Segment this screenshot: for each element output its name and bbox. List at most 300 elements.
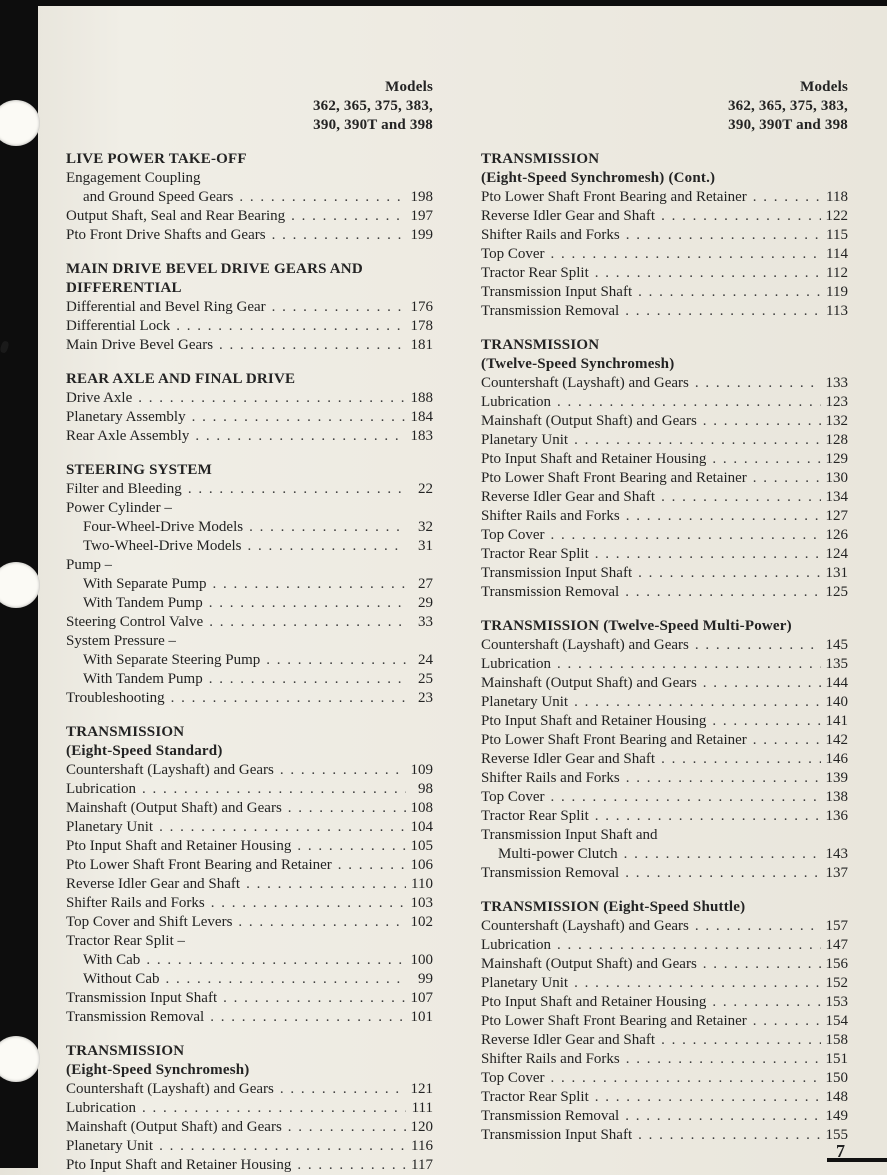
section-title (66, 260, 433, 298)
entry-page-number: 139 (825, 770, 848, 786)
section-title-line: MAIN DRIVE BEVEL DRIVE GEARS AND (66, 261, 363, 277)
toc-entry (66, 837, 433, 856)
toc-entry (66, 336, 433, 355)
entry-page-number: 137 (825, 865, 848, 881)
toc-entry (481, 788, 848, 807)
toc-entry (481, 374, 848, 393)
section-title (481, 617, 848, 636)
dot-leader (249, 518, 406, 537)
dot-leader (272, 226, 406, 245)
dot-leader (219, 336, 406, 355)
section-title-line: (Eight-Speed Synchromesh) (66, 1062, 250, 1078)
toc-entry (66, 480, 433, 499)
entry-label: Pto Input Shaft and Retainer Housing (481, 994, 707, 1010)
dot-leader (338, 856, 406, 875)
toc-entry (481, 1050, 848, 1069)
entry-label: Transmission Removal (481, 584, 620, 600)
dot-leader (661, 1031, 821, 1050)
entry-page-number: 178 (410, 318, 433, 334)
toc-entry (83, 670, 433, 689)
toc-entry (481, 1107, 848, 1126)
entry-label: Pto Input Shaft and Retainer Housing (66, 838, 292, 854)
entry-label: Without Cab (83, 971, 160, 987)
entry-label: Pto Lower Shaft Front Bearing and Retainer (481, 470, 747, 486)
entry-label: Pto Lower Shaft Front Bearing and Retainer (66, 857, 332, 873)
entry-label: Transmission Removal (481, 865, 620, 881)
entry-label: Four-Wheel-Drive Models (83, 519, 244, 535)
section-title (481, 150, 848, 188)
entry-label: With Separate Steering Pump (83, 652, 261, 668)
toc-entry (481, 283, 848, 302)
entry-label: System Pressure – (66, 633, 176, 649)
toc-entry (66, 894, 433, 913)
dot-leader (247, 537, 406, 556)
toc-entry (66, 499, 433, 518)
toc-entry (66, 317, 433, 336)
toc-entry (481, 1012, 848, 1031)
entry-page-number: 154 (825, 1013, 848, 1029)
entry-page-number: 122 (825, 208, 848, 224)
entry-page-number: 197 (410, 208, 433, 224)
toc-entry (66, 613, 433, 632)
toc-entry (83, 951, 433, 970)
entry-label: Tractor Rear Split (481, 1089, 589, 1105)
entry-label: Countershaft (Layshaft) and Gears (481, 918, 689, 934)
entry-page-number: 114 (826, 246, 848, 262)
dot-leader (574, 693, 821, 712)
toc-entry (83, 594, 433, 613)
dot-leader (753, 188, 821, 207)
entry-page-number: 148 (825, 1089, 848, 1105)
entry-page-number: 116 (411, 1138, 433, 1154)
entry-label: Planetary Unit (66, 819, 154, 835)
dot-leader (165, 970, 406, 989)
models-header-line: 390, 390T and 398 (313, 117, 433, 133)
toc-entry (66, 1099, 433, 1118)
toc-section (481, 336, 848, 602)
dot-leader (626, 226, 821, 245)
toc-entry (66, 632, 433, 651)
dot-leader (213, 575, 406, 594)
entry-page-number: 143 (825, 846, 848, 862)
toc-entry (481, 636, 848, 655)
entry-label: Transmission Input Shaft (481, 1127, 633, 1143)
entry-label: Countershaft (Layshaft) and Gears (66, 1081, 274, 1097)
toc-entry (481, 974, 848, 993)
toc-entry (498, 845, 848, 864)
entry-label: Differential and Bevel Ring Gear (66, 299, 266, 315)
entry-label: Drive Axle (66, 390, 133, 406)
entry-label: Transmission Removal (481, 303, 620, 319)
section-title (66, 461, 433, 480)
dot-leader (210, 1008, 406, 1027)
entry-label: Lubrication (481, 656, 551, 672)
toc-entry (66, 427, 433, 446)
section-title (66, 1042, 433, 1080)
dot-leader (280, 1080, 406, 1099)
entry-page-number: 126 (825, 527, 848, 543)
toc-entry (481, 302, 848, 321)
dot-leader (551, 788, 821, 807)
entry-label: Tractor Rear Split – (66, 933, 186, 949)
entry-page-number: 150 (825, 1070, 848, 1086)
entry-page-number: 103 (410, 895, 433, 911)
dot-leader (211, 894, 406, 913)
entry-page-number: 107 (410, 990, 433, 1006)
toc-entry (481, 1126, 848, 1145)
dot-leader (551, 526, 821, 545)
toc-entry (66, 1156, 433, 1175)
entry-page-number: 25 (418, 671, 433, 687)
entry-page-number: 128 (825, 432, 848, 448)
entry-page-number: 104 (410, 819, 433, 835)
dot-leader (142, 780, 406, 799)
dot-leader (638, 283, 821, 302)
entry-page-number: 100 (410, 952, 433, 968)
dot-leader (192, 408, 406, 427)
entry-page-number: 152 (825, 975, 848, 991)
entry-page-number: 22 (418, 481, 433, 497)
entry-label: Mainshaft (Output Shaft) and Gears (481, 413, 697, 429)
entry-page-number: 121 (410, 1081, 433, 1097)
toc-section (481, 150, 848, 321)
entry-label: Pto Lower Shaft Front Bearing and Retainer (481, 732, 747, 748)
dot-leader (272, 298, 406, 317)
dot-leader (297, 1156, 406, 1175)
entry-label: Engagement Coupling (66, 170, 201, 186)
entry-label: Tractor Rear Split (481, 808, 589, 824)
toc-entry (481, 864, 848, 883)
models-header-line: 362, 365, 375, 383, (312, 98, 433, 114)
dot-leader (291, 207, 406, 226)
entry-page-number: 109 (410, 762, 433, 778)
entry-page-number: 24 (418, 652, 433, 668)
toc-entry (66, 856, 433, 875)
entry-page-number: 108 (410, 800, 433, 816)
dot-leader (661, 207, 821, 226)
dot-leader (551, 245, 821, 264)
entry-label: Pto Input Shaft and Retainer Housing (481, 451, 707, 467)
toc-entry (66, 207, 433, 226)
toc-entry (83, 188, 433, 207)
dot-leader (638, 1126, 821, 1145)
entry-page-number: 33 (418, 614, 433, 630)
toc-entry (481, 226, 848, 245)
entry-label: Pto Front Drive Shafts and Gears (66, 227, 266, 243)
entry-label: Mainshaft (Output Shaft) and Gears (481, 675, 697, 691)
entry-label: Shifter Rails and Forks (481, 508, 620, 524)
toc-entry (66, 932, 433, 951)
entry-label: Output Shaft, Seal and Rear Bearing (66, 208, 286, 224)
entry-label: Mainshaft (Output Shaft) and Gears (66, 1119, 282, 1135)
dot-leader (661, 750, 821, 769)
entry-page-number: 153 (825, 994, 848, 1010)
dot-leader (574, 974, 821, 993)
dot-leader (238, 913, 406, 932)
dot-leader (695, 374, 821, 393)
toc-entry (481, 807, 848, 826)
entry-label: Differential Lock (66, 318, 171, 334)
toc-entry (481, 564, 848, 583)
toc-entry (83, 537, 433, 556)
toc-entry (481, 393, 848, 412)
section-title-line: (Twelve-Speed Synchromesh) (481, 356, 675, 372)
entry-page-number: 183 (410, 428, 433, 444)
toc-entry (66, 556, 433, 575)
dot-leader (557, 936, 821, 955)
entry-page-number: 155 (825, 1127, 848, 1143)
entry-label: Transmission Input Shaft and (481, 827, 658, 843)
toc-entry (481, 674, 848, 693)
models-header-line: Models (385, 79, 433, 95)
entry-page-number: 23 (418, 690, 433, 706)
dot-leader (625, 302, 821, 321)
toc-column (481, 78, 848, 1175)
dot-leader (171, 689, 406, 708)
entry-label: Tractor Rear Split (481, 546, 589, 562)
toc-entry (66, 689, 433, 708)
section-title-line: STEERING SYSTEM (66, 462, 212, 478)
toc-entry (481, 412, 848, 431)
entry-page-number: 144 (825, 675, 848, 691)
entry-label: Transmission Input Shaft (481, 565, 633, 581)
dot-leader (551, 1069, 821, 1088)
dot-leader (188, 480, 406, 499)
entry-page-number: 99 (418, 971, 433, 987)
dot-leader (138, 389, 406, 408)
dot-leader (288, 799, 406, 818)
toc-entry (481, 1088, 848, 1107)
entry-label: Top Cover (481, 246, 545, 262)
toc-column (66, 78, 433, 1175)
entry-page-number: 138 (825, 789, 848, 805)
toc-section (481, 898, 848, 1145)
section-title-line: TRANSMISSION (66, 1043, 185, 1059)
entry-page-number: 157 (825, 918, 848, 934)
toc-section (66, 370, 433, 446)
entry-page-number: 112 (826, 265, 848, 281)
toc-entry (481, 264, 848, 283)
toc-section (66, 1042, 433, 1175)
toc-entry (481, 488, 848, 507)
entry-page-number: 111 (411, 1100, 433, 1116)
dot-leader (661, 488, 821, 507)
section-title (66, 370, 433, 389)
entry-label: Pump – (66, 557, 113, 573)
entry-page-number: 145 (825, 637, 848, 653)
dot-leader (626, 769, 821, 788)
toc-entry (481, 693, 848, 712)
entry-label: Pto Lower Shaft Front Bearing and Retainer (481, 189, 747, 205)
entry-page-number: 135 (825, 656, 848, 672)
toc-entry (66, 1008, 433, 1027)
entry-label: Rear Axle Assembly (66, 428, 190, 444)
toc-entry (481, 207, 848, 226)
section-title (481, 898, 848, 917)
dot-leader (280, 761, 406, 780)
entry-label: Filter and Bleeding (66, 481, 182, 497)
toc-section (481, 617, 848, 883)
toc-entry (66, 913, 433, 932)
dot-leader (703, 674, 821, 693)
entry-label: With Tandem Pump (83, 595, 203, 611)
entry-page-number: 115 (826, 227, 848, 243)
dot-leader (703, 955, 821, 974)
entry-page-number: 113 (826, 303, 848, 319)
toc-section (66, 461, 433, 708)
dot-leader (625, 1107, 821, 1126)
entry-label: Pto Input Shaft and Retainer Housing (481, 713, 707, 729)
models-header-line: 362, 365, 375, 383, (727, 98, 848, 114)
entry-page-number: 102 (410, 914, 433, 930)
entry-label: Shifter Rails and Forks (481, 227, 620, 243)
toc-entry (481, 712, 848, 731)
entry-label: With Cab (83, 952, 141, 968)
dot-leader (595, 1088, 821, 1107)
toc-entry (481, 993, 848, 1012)
entry-label: Planetary Unit (481, 975, 569, 991)
entry-page-number: 134 (825, 489, 848, 505)
toc-entry (66, 1080, 433, 1099)
entry-page-number: 130 (825, 470, 848, 486)
entry-label: Transmission Removal (481, 1108, 620, 1124)
entry-page-number: 140 (825, 694, 848, 710)
dot-leader (246, 875, 406, 894)
entry-page-number: 198 (410, 189, 433, 205)
entry-page-number: 151 (825, 1051, 848, 1067)
entry-page-number: 147 (825, 937, 848, 953)
entry-page-number: 141 (825, 713, 848, 729)
toc-entry (66, 799, 433, 818)
entry-page-number: 132 (825, 413, 848, 429)
models-header-line: 390, 390T and 398 (728, 117, 848, 133)
dot-leader (626, 1050, 821, 1069)
toc-entry (66, 989, 433, 1008)
toc-entry (481, 1031, 848, 1050)
entry-label: Lubrication (66, 781, 136, 797)
toc-entry (66, 389, 433, 408)
entry-page-number: 105 (410, 838, 433, 854)
entry-page-number: 125 (825, 584, 848, 600)
entry-page-number: 181 (410, 337, 433, 353)
entry-label: Countershaft (Layshaft) and Gears (66, 762, 274, 778)
scan-top-edge (0, 0, 887, 6)
section-title-line: TRANSMISSION (Twelve-Speed Multi-Power) (481, 618, 792, 634)
entry-page-number: 146 (825, 751, 848, 767)
toc-entry (481, 507, 848, 526)
toc-entry (66, 1118, 433, 1137)
entry-page-number: 129 (825, 451, 848, 467)
toc-entry (481, 917, 848, 936)
dot-leader (209, 670, 406, 689)
entry-label: Power Cylinder – (66, 500, 172, 516)
entry-label: Reverse Idler Gear and Shaft (481, 751, 656, 767)
entry-label: Lubrication (481, 937, 551, 953)
entry-page-number: 158 (825, 1032, 848, 1048)
section-title (66, 723, 433, 761)
dot-leader (712, 450, 821, 469)
entry-page-number: 142 (825, 732, 848, 748)
dot-leader (753, 1012, 821, 1031)
entry-label: Multi-power Clutch (498, 846, 618, 862)
dot-leader (753, 469, 821, 488)
section-title-line: (Eight-Speed Synchromesh) (Cont.) (481, 170, 716, 186)
toc-entry (481, 526, 848, 545)
entry-label: Tractor Rear Split (481, 265, 589, 281)
toc-entry (66, 780, 433, 799)
entry-page-number: 124 (825, 546, 848, 562)
section-title-line: (Eight-Speed Standard) (66, 743, 223, 759)
entry-label: Top Cover (481, 789, 545, 805)
section-title-line: REAR AXLE AND FINAL DRIVE (66, 371, 296, 387)
dot-leader (695, 636, 821, 655)
entry-page-number: 117 (411, 1157, 433, 1173)
toc-entry (66, 761, 433, 780)
dot-leader (266, 651, 406, 670)
entry-page-number: 136 (825, 808, 848, 824)
dot-leader (297, 837, 406, 856)
entry-page-number: 184 (410, 409, 433, 425)
entry-label: Reverse Idler Gear and Shaft (481, 208, 656, 224)
entry-label: Planetary Unit (66, 1138, 154, 1154)
dot-leader (595, 807, 821, 826)
section-title (66, 150, 433, 169)
toc-entry (481, 450, 848, 469)
dot-leader (288, 1118, 406, 1137)
dot-leader (159, 818, 406, 837)
dot-leader (223, 989, 406, 1008)
entry-label: Planetary Unit (481, 432, 569, 448)
section-title-line: TRANSMISSION (Eight-Speed Shuttle) (481, 899, 746, 915)
entry-page-number: 199 (410, 227, 433, 243)
toc-page (66, 78, 848, 1175)
toc-entry (66, 1137, 433, 1156)
entry-label: Troubleshooting (66, 690, 165, 706)
dot-leader (595, 264, 821, 283)
dot-leader (146, 951, 406, 970)
toc-entry (83, 518, 433, 537)
entry-page-number: 149 (825, 1108, 848, 1124)
entry-label: Countershaft (Layshaft) and Gears (481, 375, 689, 391)
dot-leader (142, 1099, 406, 1118)
entry-page-number: 110 (411, 876, 433, 892)
entry-label: Lubrication (66, 1100, 136, 1116)
entry-label: Pto Lower Shaft Front Bearing and Retainer (481, 1013, 747, 1029)
entry-page-number: 29 (418, 595, 433, 611)
entry-page-number: 133 (825, 375, 848, 391)
toc-entry (481, 245, 848, 264)
entry-label: Steering Control Valve (66, 614, 204, 630)
section-title-line: TRANSMISSION (481, 151, 600, 167)
entry-label: With Tandem Pump (83, 671, 203, 687)
entry-label: Countershaft (Layshaft) and Gears (481, 637, 689, 653)
toc-entry (481, 655, 848, 674)
toc-entry (481, 545, 848, 564)
toc-entry (66, 226, 433, 245)
dot-leader (624, 845, 821, 864)
toc-entry (481, 469, 848, 488)
entry-label: Mainshaft (Output Shaft) and Gears (66, 800, 282, 816)
entry-page-number: 131 (825, 565, 848, 581)
dot-leader (209, 613, 406, 632)
models-header (66, 78, 433, 135)
entry-label: Main Drive Bevel Gears (66, 337, 214, 353)
section-title-line: TRANSMISSION (481, 337, 600, 353)
toc-entry (66, 298, 433, 317)
entry-page-number: 156 (825, 956, 848, 972)
entry-page-number: 98 (418, 781, 433, 797)
toc-section (66, 260, 433, 355)
